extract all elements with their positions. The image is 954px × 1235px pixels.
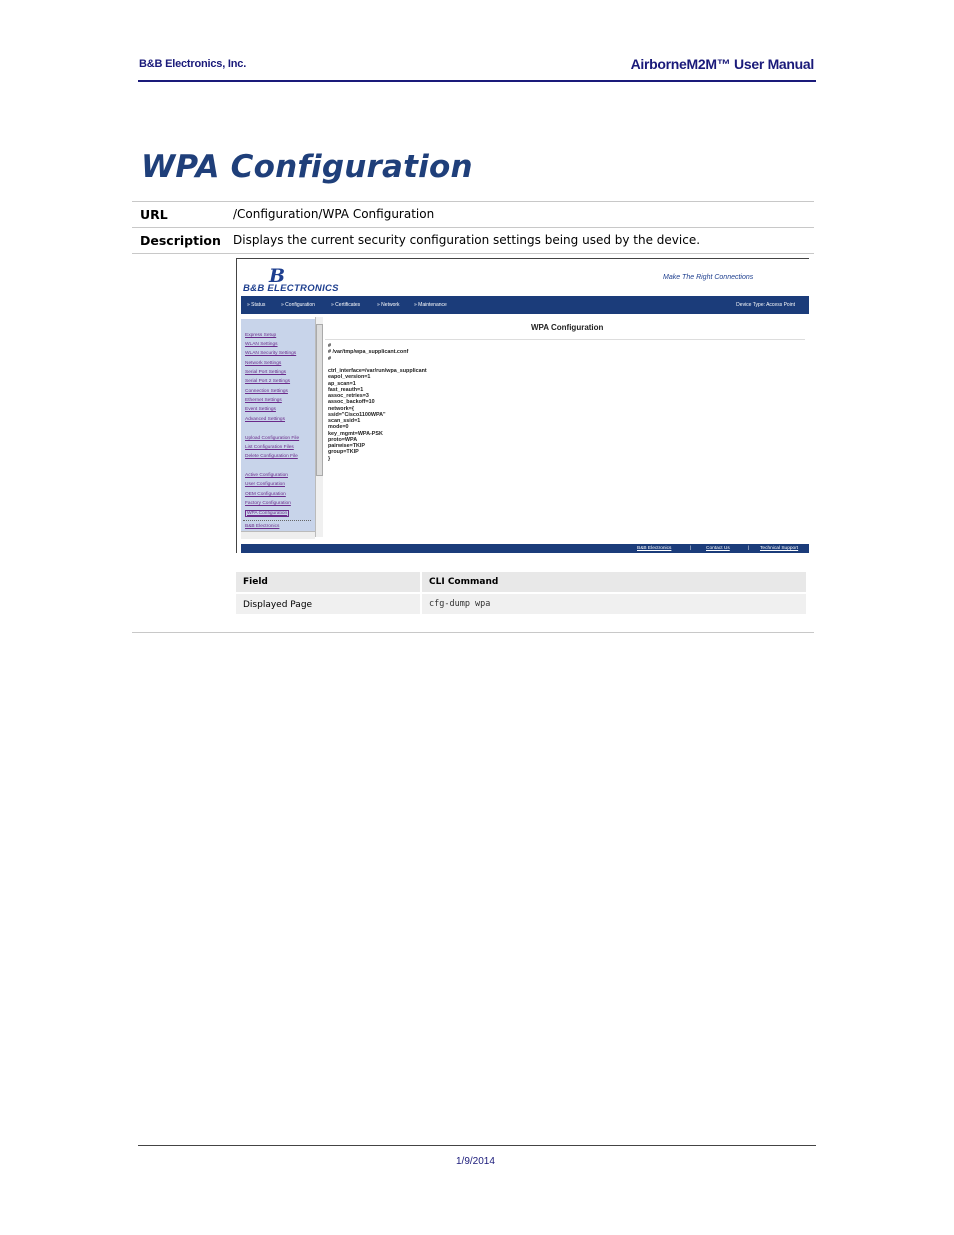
field-header: Field xyxy=(243,577,268,587)
config-line: # xyxy=(328,355,331,362)
sidebar-item-advanced[interactable]: Advanced Settings xyxy=(245,417,286,422)
nav-certificates[interactable]: » Certificates xyxy=(331,302,361,308)
page-title: WPA Configuration xyxy=(141,149,473,185)
slogan: Make The Right Connections xyxy=(663,274,754,281)
sidebar-item-serial-port[interactable]: Serial Port Settings xyxy=(245,370,287,375)
footer-rule xyxy=(138,1145,816,1146)
sidebar-item-active-config[interactable]: Active Configuration xyxy=(245,473,288,478)
footer-separator: | xyxy=(748,546,750,551)
cli-command-header: CLI Command xyxy=(429,577,499,587)
device-type: Device Type: Access Point xyxy=(736,302,795,308)
sidebar-item-connection[interactable]: Connection Settings xyxy=(245,389,288,394)
config-line: fast_reauth=1 xyxy=(328,386,364,393)
nav-bar xyxy=(241,296,809,314)
footer-separator: | xyxy=(690,546,692,551)
config-line: scan_ssid=1 xyxy=(328,418,361,424)
field-value: Displayed Page xyxy=(243,600,313,610)
company-name: B&B Electronics, Inc. xyxy=(139,58,247,70)
wpa-config-dump xyxy=(328,343,427,462)
config-line: proto=WPA xyxy=(328,436,358,443)
config-line: pairwise=TKIP xyxy=(328,443,366,449)
config-line: ssid="Cisco1100WPA" xyxy=(328,411,386,418)
sidebar-item-wpa-config[interactable]: WPA Configuration xyxy=(247,511,288,516)
sidebar-item-list-config[interactable]: List Configuration Files xyxy=(245,445,294,450)
config-line: assoc_retries=3 xyxy=(328,393,369,399)
config-line: # xyxy=(328,343,331,349)
footer-link-support[interactable]: Technical Support xyxy=(760,546,799,551)
sidebar-item-ethernet[interactable]: Ethernet Settings xyxy=(245,398,282,403)
sidebar-item-bb-electronics[interactable]: B&B Electronics xyxy=(245,524,280,529)
url-value: /Configuration/WPA Configuration xyxy=(233,207,435,221)
table-rule-top xyxy=(132,201,814,202)
content-rule xyxy=(325,339,805,340)
sidebar-item-serial-port-2[interactable]: Serial Port 2 Settings xyxy=(245,379,291,384)
config-line: ctrl_interface=/var/run/wpa_supplicant xyxy=(328,368,427,374)
footer-link-contact[interactable]: Contact Us xyxy=(706,546,730,551)
bb-logo-icon: B xyxy=(269,265,286,287)
sidebar-item-factory-config[interactable]: Factory Configuration xyxy=(245,501,291,506)
config-line: group=TKIP xyxy=(328,449,359,456)
config-line: assoc_backoff=10 xyxy=(328,399,375,406)
url-label: URL xyxy=(140,207,168,222)
sidebar-divider xyxy=(243,520,311,521)
footer-link-bb[interactable]: B&B Electronics xyxy=(637,546,672,551)
config-line: ap_scan=1 xyxy=(328,380,356,387)
content-title: WPA Configuration xyxy=(531,323,604,332)
sidebar-item-upload-config[interactable]: Upload Configuration File xyxy=(245,436,300,441)
header-rule xyxy=(138,80,816,82)
sidebar-item-oem-config[interactable]: OEM Configuration xyxy=(245,492,286,497)
manual-title: AirborneM2M™ User Manual xyxy=(630,56,814,72)
sidebar-item-delete-config[interactable]: Delete Configuration File xyxy=(245,454,298,459)
sidebar-item-wlan-security[interactable]: WLAN Security Settings xyxy=(245,351,297,356)
description-label: Description xyxy=(140,233,221,248)
bb-logo-text: B&B ELECTRONICS xyxy=(243,283,339,294)
description-value: Displays the current security configuration settings being used by the device. xyxy=(233,233,701,247)
sidebar-item-network[interactable]: Network Settings xyxy=(245,361,282,366)
cli-command-value: cfg-dump wpa xyxy=(429,599,491,609)
config-line: mode=0 xyxy=(328,424,349,431)
sidebar-item-express-setup[interactable]: Express Setup xyxy=(245,333,277,338)
table-rule xyxy=(132,253,814,254)
config-line: network={ xyxy=(328,405,354,412)
config-line: # /var/tmp/wpa_supplicant.conf xyxy=(328,349,409,356)
sidebar-item-wlan-settings[interactable]: WLAN Settings xyxy=(245,342,278,347)
config-line: eapol_version=1 xyxy=(328,374,371,381)
config-line: key_mgmt=WPA-PSK xyxy=(328,430,383,437)
sidebar-item-event[interactable]: Event Settings xyxy=(245,407,276,412)
sidebar-scroll-thumb[interactable] xyxy=(316,324,323,476)
sidebar-h-scrollbar[interactable] xyxy=(241,531,315,539)
footer-date: 1/9/2014 xyxy=(456,1156,495,1167)
nav-configuration[interactable]: » Configuration xyxy=(281,302,315,308)
table-rule-bottom xyxy=(132,632,814,633)
table-rule xyxy=(132,227,814,228)
sidebar-item-user-config[interactable]: User Configuration xyxy=(245,482,285,487)
nav-network[interactable]: » Network xyxy=(377,302,400,308)
nav-status[interactable]: » Status xyxy=(247,302,266,308)
nav-maintenance[interactable]: » Maintenance xyxy=(414,302,447,308)
config-line: } xyxy=(328,455,331,462)
wpa-config-screenshot xyxy=(236,258,809,553)
